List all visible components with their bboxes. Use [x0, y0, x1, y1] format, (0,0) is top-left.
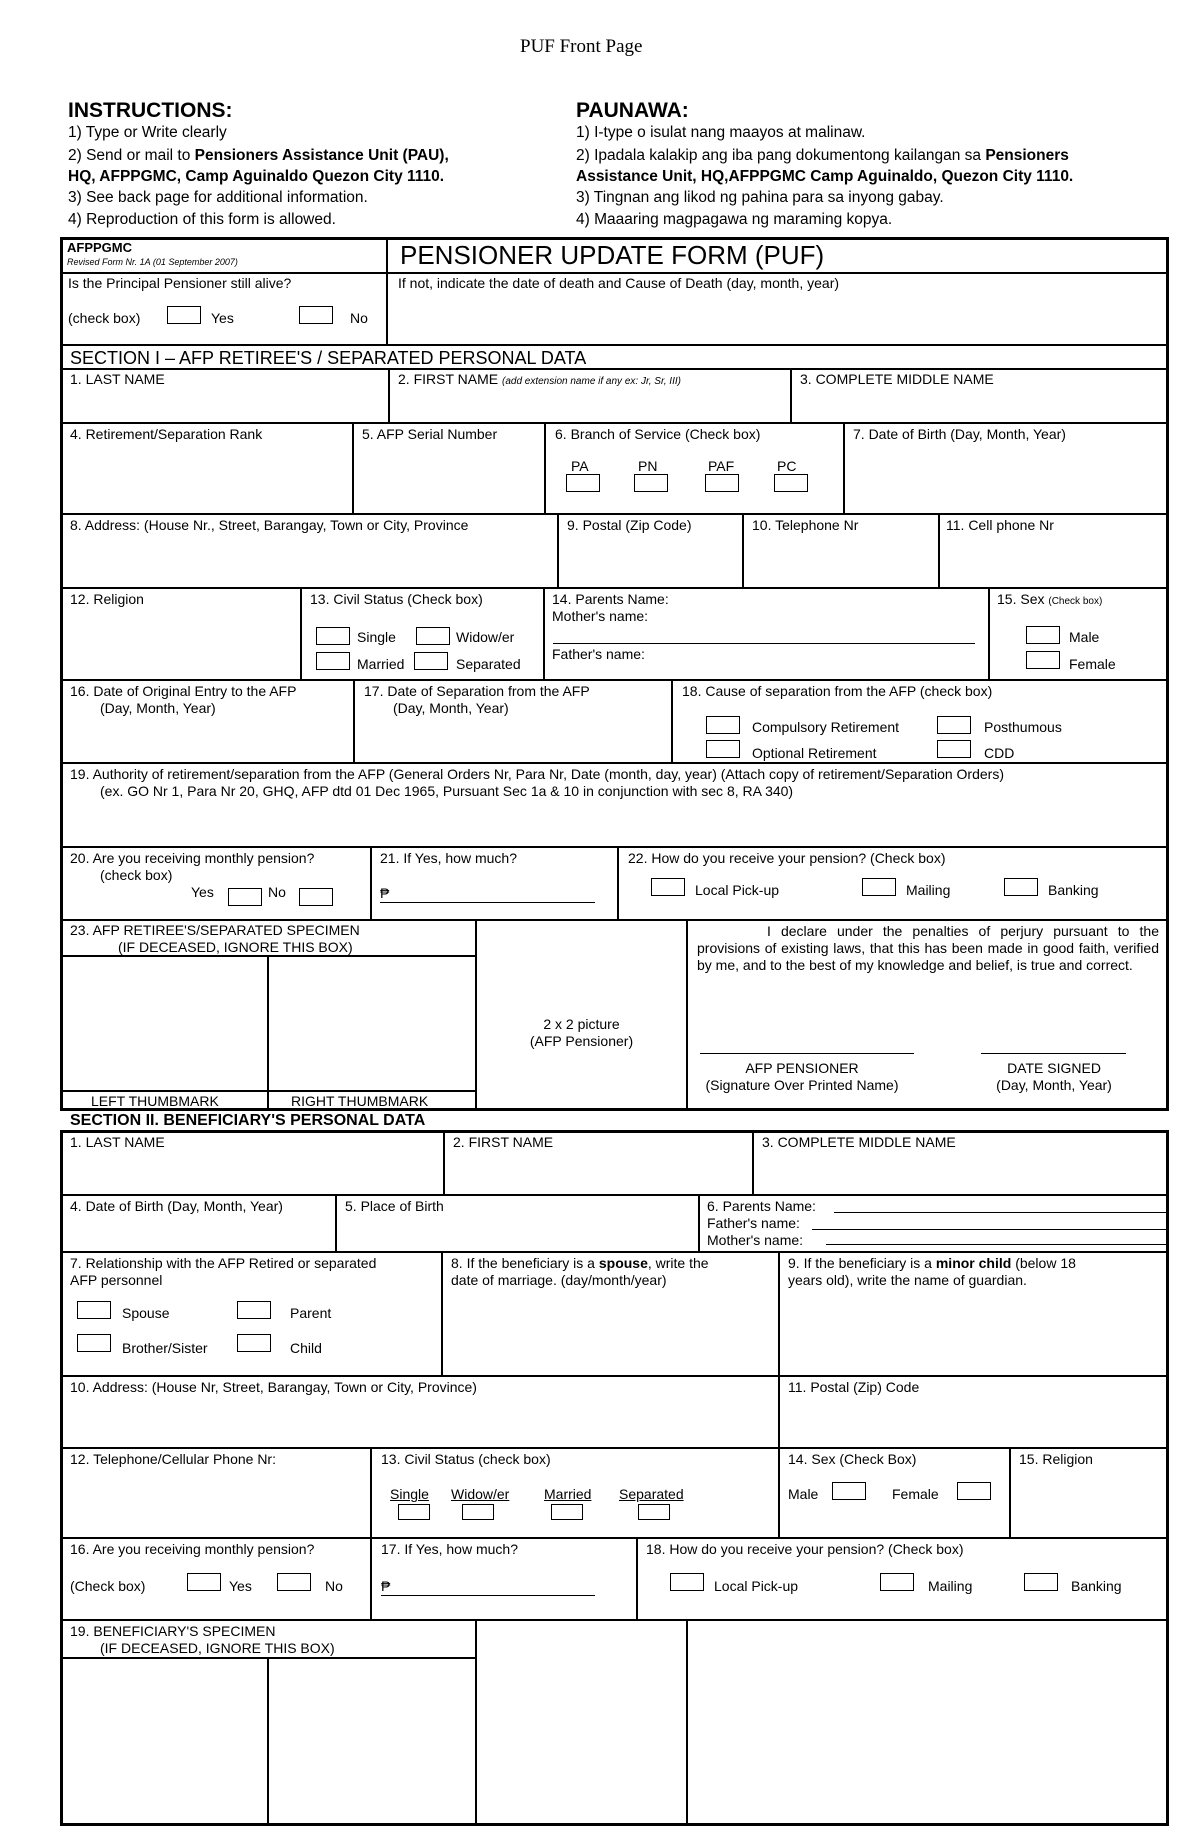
- instruction-2-address: HQ, AFPPGMC, Camp Aguinaldo Quezon City 1110.: [68, 168, 445, 185]
- sibling-checkbox[interactable]: [77, 1334, 111, 1352]
- s2r3-div1: [441, 1251, 443, 1376]
- paunawa-2: [576, 147, 1069, 164]
- s1-dob-label: 7. Date of Birth (Day, Month, Year): [853, 426, 1066, 442]
- s2-marriage-label: [451, 1255, 709, 1272]
- date-signed-label: DATE SIGNED: [1007, 1060, 1101, 1076]
- branch-pc-checkbox[interactable]: [774, 474, 808, 492]
- alive-question: Is the Principal Pensioner still alive?: [68, 275, 292, 291]
- row4-div3: [988, 587, 990, 680]
- s2-sex-label: 14. Sex (Check Box): [788, 1451, 917, 1467]
- s1-separation-date-label: 17. Date of Separation from the AFP: [364, 683, 590, 699]
- row8-div2: [686, 919, 688, 1111]
- row3-div3: [938, 513, 940, 588]
- s2-pension-yes-checkbox[interactable]: [187, 1573, 221, 1591]
- paunawa-heading: PAUNAWA:: [576, 99, 689, 122]
- compulsory-label: Compulsory Retirement: [752, 719, 900, 735]
- s2-pickup-label: Local Pick-up: [714, 1578, 799, 1594]
- compulsory-checkbox[interactable]: [706, 716, 740, 734]
- s1-mother-label: Mother's name:: [552, 608, 649, 624]
- s1-single-label: Single: [357, 629, 396, 645]
- s1-peso-sign: ₱: [380, 885, 390, 901]
- s2-amount-line[interactable]: [381, 1595, 595, 1596]
- form-title: PENSIONER UPDATE FORM (PUF): [400, 240, 825, 270]
- s2-pension-yes-label: Yes: [229, 1578, 252, 1594]
- s1-mailing-label: Mailing: [906, 882, 951, 898]
- section1-title-line: [60, 368, 1169, 370]
- paunawa-3: 3) Tingnan ang likod ng pahina para sa inyong gabay.: [576, 189, 944, 206]
- s2-religion-label: 15. Religion: [1019, 1451, 1093, 1467]
- s2-separated-checkbox[interactable]: [638, 1504, 670, 1520]
- s2r4-bottom: [60, 1447, 1169, 1449]
- row5-div2: [671, 679, 673, 763]
- s2r5-bottom: [60, 1537, 1169, 1539]
- s2-pension-no-label: No: [325, 1578, 343, 1594]
- branch-pn-label: PN: [638, 458, 658, 474]
- s2-female-checkbox[interactable]: [957, 1482, 991, 1500]
- s2-left-thumbmark-box[interactable]: [62, 1659, 266, 1823]
- alive-divider: [386, 272, 388, 345]
- s2-guardian-bold: minor child: [935, 1255, 1012, 1271]
- s1-married-label: Married: [357, 656, 405, 672]
- date-signed-line[interactable]: [981, 1053, 1126, 1054]
- page-title: PUF Front Page: [520, 36, 643, 57]
- cdd-label: CDD: [984, 745, 1015, 761]
- s2-father-label: Father's name:: [707, 1215, 800, 1231]
- s2-married-checkbox[interactable]: [551, 1504, 583, 1520]
- left-thumbmark-box[interactable]: [62, 957, 266, 1089]
- s1-sex-note: (Check box): [1048, 596, 1103, 607]
- picture-label: 2 x 2 picture: [543, 1016, 620, 1032]
- s2-last-name-input[interactable]: [62, 1152, 442, 1194]
- alive-check-label: (check box): [68, 310, 141, 326]
- s2-relationship-note: AFP personnel: [70, 1272, 163, 1288]
- s2-specimen-label: 19. BENEFICIARY'S SPECIMEN: [70, 1623, 276, 1639]
- s2-dob-label: 4. Date of Birth (Day, Month, Year): [70, 1198, 283, 1214]
- s2-declaration-box[interactable]: [688, 1621, 1166, 1823]
- s2-guardian-note: years old), write the name of guardian.: [788, 1272, 1027, 1288]
- s2-address-label: 10. Address: (House Nr, Street, Barangay, Town or City, Province): [70, 1379, 477, 1395]
- s2-peso-sign: ₱: [381, 1578, 391, 1594]
- instruction-4: 4) Reproduction of this form is allowed.: [68, 211, 336, 228]
- instruction-2: [68, 147, 449, 164]
- s1-last-name-input[interactable]: [62, 388, 386, 422]
- declaration-text: I declare under the penalties of perjury pursuant to the provisions of existing laws, that this has been made in good faith, verified by me, and to the best of my knowledge and belief, is true and correct.: [697, 923, 1159, 973]
- s2-banking-label: Banking: [1071, 1578, 1122, 1594]
- s2-marriage-note: date of marriage. (day/month/year): [451, 1272, 667, 1288]
- pensioner-signature-line[interactable]: [700, 1053, 914, 1054]
- sibling-label: Brother/Sister: [122, 1340, 208, 1356]
- s1-sex-label: [997, 591, 1102, 610]
- header-divider: [386, 237, 388, 273]
- posthumous-checkbox[interactable]: [937, 716, 971, 734]
- s2r6-div1: [370, 1537, 372, 1620]
- child-checkbox[interactable]: [237, 1334, 271, 1352]
- s2r5-div1: [370, 1447, 372, 1538]
- s1-branch-label: 6. Branch of Service (Check box): [555, 426, 761, 442]
- branch-pn-checkbox[interactable]: [634, 474, 668, 492]
- s2-single-checkbox[interactable]: [398, 1504, 430, 1520]
- s2-female-label: Female: [892, 1486, 939, 1502]
- s1-address-label: 8. Address: (House Nr., Street, Barangay, Town or City, Province: [70, 517, 469, 533]
- s1-authority-example: (ex. GO Nr 1, Para Nr 20, GHQ, AFP dtd 01 Dec 1965, Pursuant Sec 1a & 10 in conjunction with sec 8, RA 340): [100, 783, 794, 799]
- s1-separation-date-format: (Day, Month, Year): [393, 700, 509, 716]
- s2r3-bottom: [60, 1375, 1169, 1377]
- paunawa-2-address: Assistance Unit, HQ,AFPPGMC Camp Aguinaldo, Quezon City 1110.: [576, 168, 1074, 185]
- s1-authority-label: 19. Authority of retirement/separation from the AFP (General Orders Nr, Para Nr, Date (month, day, year) (Attach copy of retirement/Separation Orders): [70, 766, 1004, 782]
- child-label: Child: [290, 1340, 322, 1356]
- s2r5-div3: [1009, 1447, 1011, 1538]
- s2-phone-label: 12. Telephone/Cellular Phone Nr:: [70, 1451, 276, 1467]
- picture-note: (AFP Pensioner): [529, 1033, 634, 1049]
- s2-widower-label: Widow/er: [451, 1486, 510, 1502]
- s2-mailing-checkbox[interactable]: [880, 1573, 914, 1591]
- alive-bottom-line: [60, 344, 1169, 346]
- s1-pickup-label: Local Pick-up: [695, 882, 780, 898]
- s2-married-label: Married: [544, 1486, 592, 1502]
- signature-note: (Signature Over Printed Name): [705, 1077, 899, 1093]
- s1-widower-checkbox[interactable]: [416, 627, 450, 645]
- s1-widower-label: Widow/er: [456, 629, 515, 645]
- paunawa-4: 4) Maaaring magpagawa ng maraming kopya.: [576, 211, 893, 228]
- s2-receive-label: 18. How do you receive your pension? (Check box): [646, 1541, 964, 1557]
- s2-male-label: Male: [788, 1486, 819, 1502]
- paunawa-2-text: 2) Ipadala kalakip ang iba pang dokumentong kailangan sa: [576, 147, 986, 164]
- s2-pension-check-label: (Check box): [70, 1578, 146, 1594]
- row6-bottom: [60, 846, 1169, 848]
- s1-civil-status-label: 13. Civil Status (Check box): [310, 591, 483, 607]
- parent-label: Parent: [290, 1305, 332, 1321]
- row4-div2: [543, 587, 545, 680]
- right-thumbmark-label: RIGHT THUMBMARK: [291, 1093, 429, 1109]
- s1-father-label: Father's name:: [552, 646, 645, 662]
- row8-div1: [475, 919, 477, 1111]
- s1-religion-label: 12. Religion: [70, 591, 144, 607]
- s1-entry-date-format: (Day, Month, Year): [100, 700, 216, 716]
- s2-right-thumbmark-box[interactable]: [269, 1659, 474, 1823]
- s2r3-div2: [778, 1251, 780, 1376]
- s2-amount-label: 17. If Yes, how much?: [381, 1541, 518, 1557]
- s1-mailing-checkbox[interactable]: [862, 878, 896, 896]
- s1-pension-no-checkbox[interactable]: [299, 888, 333, 906]
- s2-guardian-label: [788, 1255, 1076, 1272]
- s2-marriage-bold: spouse: [598, 1255, 648, 1271]
- s1-separated-label: Separated: [456, 656, 521, 672]
- s1-receive-label: 22. How do you receive your pension? (Check box): [628, 850, 946, 866]
- row2-div1: [352, 422, 354, 514]
- alive-yes-checkbox[interactable]: [167, 306, 201, 324]
- posthumous-label: Posthumous: [984, 719, 1062, 735]
- instructions-heading: INSTRUCTIONS:: [68, 99, 233, 122]
- s1-pension-yes-label: Yes: [191, 884, 214, 900]
- optional-label: Optional Retirement: [752, 745, 877, 761]
- row4-bottom: [60, 679, 1169, 681]
- s2-guardian-text: 9. If the beneficiary is a: [788, 1255, 936, 1271]
- left-thumbmark-label: LEFT THUMBMARK: [91, 1093, 219, 1109]
- s2-parents-label: 6. Parents Name:: [707, 1198, 816, 1214]
- branch-paf-label: PAF: [708, 458, 735, 474]
- paunawa-2-bold: Pensioners: [985, 147, 1069, 164]
- branch-pc-label: PC: [777, 458, 797, 474]
- row3-bottom: [60, 587, 1169, 589]
- s2-specimen-note: (IF DECEASED, IGNORE THIS BOX): [100, 1640, 335, 1656]
- s1-telephone-label: 10. Telephone Nr: [752, 517, 859, 533]
- s2-separated-label: Separated: [619, 1486, 684, 1502]
- s1-parents-label: 14. Parents Name:: [552, 591, 669, 607]
- s2r1-bottom: [60, 1194, 1169, 1196]
- alive-no-checkbox[interactable]: [299, 306, 333, 324]
- form-revision: Revised Form Nr. 1A (01 September 2007): [67, 257, 238, 267]
- s1-pickup-checkbox[interactable]: [651, 878, 685, 896]
- death-question: If not, indicate the date of death and Cause of Death (day, month, year): [398, 275, 840, 291]
- s2-postal-label: 11. Postal (Zip) Code: [788, 1379, 920, 1395]
- cdd-checkbox[interactable]: [937, 740, 971, 758]
- s2-widower-checkbox[interactable]: [462, 1504, 494, 1520]
- s2-pension-question: 16. Are you receiving monthly pension?: [70, 1541, 315, 1557]
- s2-first-name-input[interactable]: [445, 1152, 751, 1194]
- s1-specimen-label: 23. AFP RETIREE'S/SEPARATED SPECIMEN: [70, 922, 360, 938]
- s2-pension-no-checkbox[interactable]: [277, 1573, 311, 1591]
- row3-div2: [742, 513, 744, 588]
- parent-checkbox[interactable]: [237, 1301, 271, 1319]
- s1-entry-date-label: 16. Date of Original Entry to the AFP: [70, 683, 297, 699]
- s2r5-div2: [778, 1447, 780, 1538]
- s1-serial-label: 5. AFP Serial Number: [362, 426, 498, 442]
- s2-parents-line[interactable]: [834, 1212, 1167, 1213]
- s2-middle-name-label: 3. COMPLETE MIDDLE NAME: [762, 1134, 956, 1150]
- s2-picture-box[interactable]: [477, 1621, 685, 1823]
- s2-single-label: Single: [390, 1486, 429, 1502]
- header-bottom-line: [60, 272, 1169, 274]
- s1-last-name-label: 1. LAST NAME: [70, 371, 165, 387]
- s2-first-name-label: 2. FIRST NAME: [453, 1134, 554, 1150]
- s1-specimen-note: (IF DECEASED, IGNORE THIS BOX): [118, 939, 353, 955]
- thumb-bottom-line: [60, 1090, 476, 1092]
- s2-guardian-text2: (below 18: [1011, 1255, 1076, 1271]
- s1-postal-label: 9. Postal (Zip Code): [567, 517, 692, 533]
- optional-checkbox[interactable]: [706, 740, 740, 758]
- s1-cause-label: 18. Cause of separation from the AFP (check box): [682, 683, 993, 699]
- s1-pension-question: 20. Are you receiving monthly pension?: [70, 850, 315, 866]
- s2-middle-name-input[interactable]: [754, 1152, 1167, 1194]
- row3-div1: [557, 513, 559, 588]
- s2-marriage-text: 8. If the beneficiary is a: [451, 1255, 599, 1271]
- alive-no-label: No: [350, 310, 368, 326]
- s1-first-name-text: 2. FIRST NAME: [398, 371, 499, 387]
- instruction-3: 3) See back page for additional information.: [68, 189, 368, 206]
- s1-sex-text: 15. Sex: [997, 591, 1045, 607]
- s2r2-bottom: [60, 1251, 1169, 1253]
- row2-div2: [544, 422, 546, 514]
- s1-rank-label: 4. Retirement/Separation Rank: [70, 426, 263, 442]
- s1-pension-no-label: No: [268, 884, 286, 900]
- branch-pa-checkbox[interactable]: [566, 474, 600, 492]
- row2-bottom: [60, 513, 1169, 515]
- s1-separated-checkbox[interactable]: [414, 652, 448, 670]
- branch-pa-label: PA: [571, 458, 589, 474]
- s1-banking-label: Banking: [1048, 882, 1099, 898]
- s2r2-div1: [335, 1194, 337, 1252]
- org-name: AFPPGMC: [67, 240, 132, 255]
- s2-mother-line[interactable]: [826, 1244, 1167, 1245]
- row1-bottom: [60, 422, 1169, 424]
- s1-first-name-input[interactable]: [390, 388, 788, 422]
- row2-div3: [843, 422, 845, 514]
- section2-title: SECTION II. BENEFICIARY'S PERSONAL DATA: [70, 1112, 426, 1129]
- s1-mother-line[interactable]: [553, 643, 975, 644]
- s2-banking-checkbox[interactable]: [1024, 1573, 1058, 1591]
- date-signed-note: (Day, Month, Year): [996, 1077, 1112, 1093]
- s1-married-checkbox[interactable]: [316, 652, 350, 670]
- s2-last-name-label: 1. LAST NAME: [70, 1134, 165, 1150]
- s1-pension-yes-checkbox[interactable]: [228, 888, 262, 906]
- s1-male-checkbox[interactable]: [1026, 626, 1060, 644]
- instruction-2-text: 2) Send or mail to: [68, 147, 195, 164]
- s2-mother-label: Mother's name:: [707, 1232, 804, 1248]
- s1-banking-checkbox[interactable]: [1004, 878, 1038, 896]
- row4-div1: [300, 587, 302, 680]
- s1-middle-name-label: 3. COMPLETE MIDDLE NAME: [800, 371, 994, 387]
- s2-relationship-label: 7. Relationship with the AFP Retired or separated: [70, 1255, 377, 1271]
- s1-amount-label: 21. If Yes, how much?: [380, 850, 517, 866]
- signature-label: AFP PENSIONER: [745, 1060, 859, 1076]
- row7-bottom: [60, 919, 1169, 921]
- s2-civil-status-label: 13. Civil Status (check box): [381, 1451, 551, 1467]
- s1-female-label: Female: [1069, 656, 1116, 672]
- s2-male-checkbox[interactable]: [832, 1482, 866, 1500]
- row7-div1: [370, 846, 372, 920]
- instruction-1: 1) Type or Write clearly: [68, 124, 227, 141]
- s2r4-div1: [778, 1375, 780, 1448]
- branch-paf-checkbox[interactable]: [705, 474, 739, 492]
- s1-single-checkbox[interactable]: [316, 627, 350, 645]
- section1-title: SECTION I – AFP RETIREE'S / SEPARATED PERSONAL DATA: [70, 348, 587, 368]
- s1-first-name-note: (add extension name if any ex: Jr, Sr, III): [501, 376, 681, 387]
- s2-mailing-label: Mailing: [928, 1578, 973, 1594]
- s2r2-div2: [698, 1194, 700, 1252]
- s1-female-checkbox[interactable]: [1026, 651, 1060, 669]
- instruction-2-bold: Pensioners Assistance Unit (PAU),: [194, 147, 449, 164]
- s1-cellphone-label: 11. Cell phone Nr: [946, 517, 1054, 533]
- row7-div2: [617, 846, 619, 920]
- s2-pickup-checkbox[interactable]: [670, 1573, 704, 1591]
- paunawa-1: 1) I-type o isulat nang maayos at malinaw.: [576, 124, 866, 141]
- row5-div1: [353, 679, 355, 763]
- s1-middle-name-input[interactable]: [792, 388, 1167, 422]
- s2-birthplace-label: 5. Place of Birth: [345, 1198, 444, 1214]
- s2r6-div2: [636, 1537, 638, 1620]
- s2-marriage-text2: , write the: [647, 1255, 709, 1271]
- s1-male-label: Male: [1069, 629, 1100, 645]
- alive-yes-label: Yes: [211, 310, 234, 326]
- right-thumbmark-box[interactable]: [269, 957, 474, 1089]
- spouse-label: Spouse: [122, 1305, 170, 1321]
- s2-father-line[interactable]: [812, 1229, 1167, 1230]
- row5-bottom: [60, 762, 1169, 764]
- spouse-checkbox[interactable]: [77, 1301, 111, 1319]
- s1-pension-check-label: (check box): [100, 867, 173, 883]
- s1-amount-line[interactable]: [380, 902, 595, 903]
